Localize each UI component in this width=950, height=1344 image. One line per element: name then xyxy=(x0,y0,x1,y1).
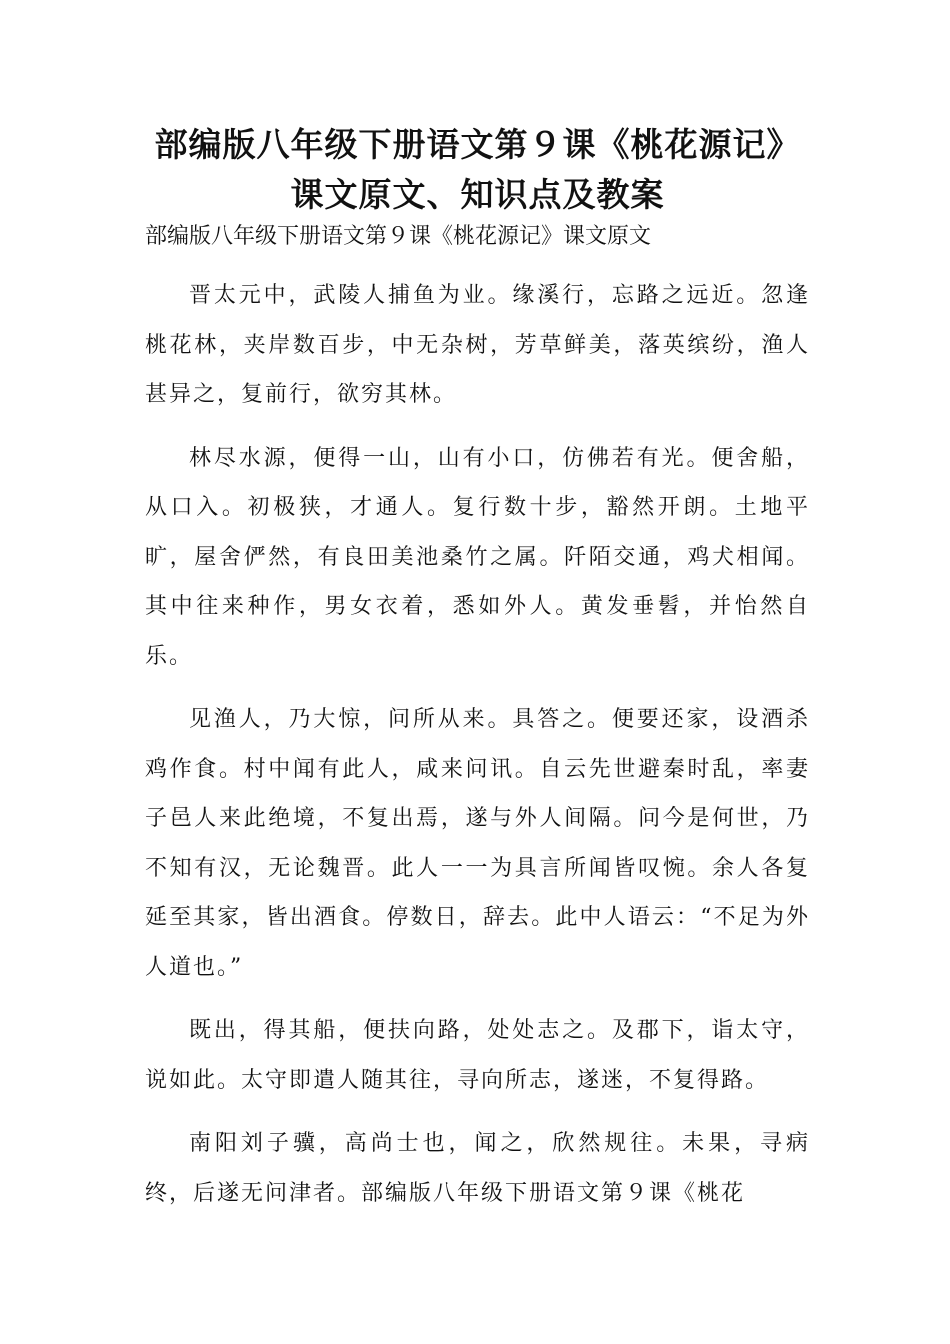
document-content xyxy=(145,120,810,1218)
paragraph-3: 见渔人，乃大惊，问所从来。具答之。便要还家，设酒杀鸡作食。村中闻有此人，咸来问讯。自云先世避秦时乱，率妻子邑人来此绝境，不复出焉，遂与外人间隔。问今是何世，乃不知有汉，无论魏晋。此人一一为具言所闻皆叹惋。余人各复延至其家，皆出酒食。停数日，辞去。此中人语云：“不足为外人道也。” xyxy=(145,707,810,980)
document-subtitle: 部编版八年级下册语文第９课《桃花源记》课文原文 xyxy=(145,224,652,249)
paragraph-1: 晋太元中，武陵人捕鱼为业。缘溪行，忘路之远近。忽逢桃花林，夹岸数百步，中无杂树，芳草鲜美，落英缤纷，渔人甚异之，复前行，欲穷其林。 xyxy=(145,283,810,407)
paragraph-4: 既出，得其船，便扶向路，处处志之。及郡下，诣太守，说如此。太守即遣人随其往，寻向所志，遂迷，不复得路。 xyxy=(145,1018,810,1093)
paragraph-5: 南阳刘子骥，高尚士也，闻之，欣然规往。未果，寻病终，后遂无问津者。部编版八年级下册语文第９课《桃花 xyxy=(145,1131,810,1206)
document-title: 部编版八年级下册语文第９课《桃花源记》课文原文、知识点及教案 xyxy=(154,125,801,214)
paragraph-2: 林尽水源，便得一山，山有小口，仿佛若有光。便舍船，从口入。初极狭，才通人。复行数十步，豁然开朗。土地平旷，屋舍俨然，有良田美池桑竹之属。阡陌交通，鸡犬相闻。其中往来种作，男女衣着，悉如外人。黄发垂髫，并怡然自乐。 xyxy=(145,445,810,669)
